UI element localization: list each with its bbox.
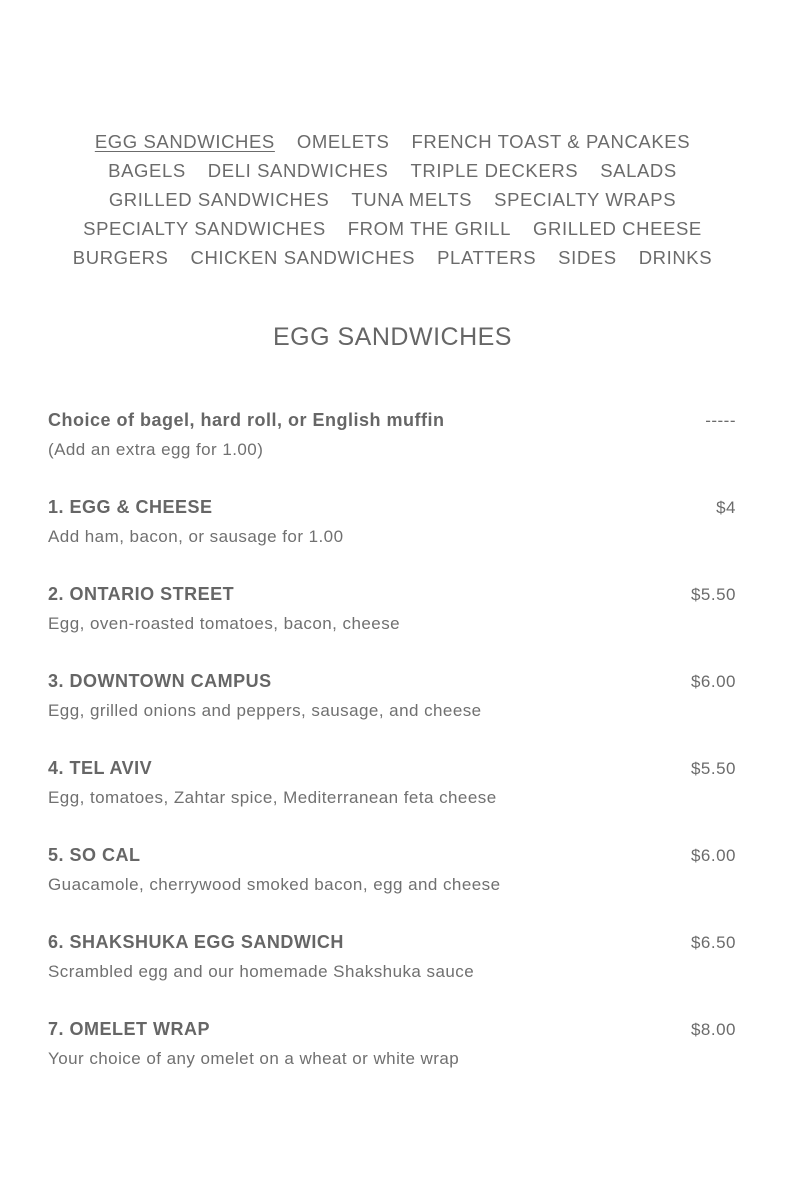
nav-link-burgers[interactable]: BURGERS	[72, 247, 169, 268]
section-title: EGG SANDWICHES	[273, 323, 512, 351]
menu-item-header	[48, 493, 736, 522]
menu-item-name: 5. SO CAL	[48, 845, 141, 865]
nav-link-bagels[interactable]: BAGELS	[108, 160, 186, 181]
nav-link-salads[interactable]: SALADS	[600, 160, 677, 181]
nav-link-drinks[interactable]: DRINKS	[638, 247, 713, 268]
nav-link-platters[interactable]: PLATTERS	[437, 247, 537, 268]
menu-item-name: 6. SHAKSHUKA EGG SANDWICH	[48, 932, 344, 952]
menu-item-name: 4. TEL AVIV	[48, 758, 153, 778]
menu-item-price: $5.50	[690, 585, 736, 604]
nav-row	[0, 214, 785, 243]
menu-item-name: 3. DOWNTOWN CAMPUS	[48, 671, 272, 691]
menu-item-header	[48, 841, 736, 870]
nav-link-specialty-wraps[interactable]: SPECIALTY WRAPS	[494, 189, 677, 210]
nav-link-specialty-sandwiches[interactable]: SPECIALTY SANDWICHES	[83, 218, 326, 239]
menu-item-header	[48, 406, 736, 435]
menu-item-price: $5.50	[690, 759, 736, 778]
menu-item-name: 2. ONTARIO STREET	[48, 584, 235, 604]
menu-item	[48, 493, 736, 580]
menu-item-description: Guacamole, cherrywood smoked bacon, egg and cheese	[48, 875, 501, 894]
menu-item-header	[48, 754, 736, 783]
menu-item	[48, 667, 736, 754]
menu-item-price: $6.50	[690, 933, 736, 952]
nav-link-grilled-cheese[interactable]: GRILLED CHEESE	[533, 218, 702, 239]
menu-item-price: $6.00	[690, 846, 736, 865]
menu-item-description: Egg, grilled onions and peppers, sausage, and cheese	[48, 701, 482, 720]
nav-link-tuna-melts[interactable]: TUNA MELTS	[351, 189, 473, 210]
menu-item-description: Egg, oven-roasted tomatoes, bacon, cheese	[48, 614, 401, 633]
category-nav	[0, 127, 785, 272]
nav-link-french-toast-pancakes[interactable]: FRENCH TOAST & PANCAKES	[411, 131, 691, 152]
nav-link-omelets[interactable]: OMELETS	[296, 131, 390, 152]
nav-row	[0, 243, 785, 272]
nav-link-triple-deckers[interactable]: TRIPLE DECKERS	[410, 160, 579, 181]
menu-item	[48, 928, 736, 1015]
menu-item-description: Egg, tomatoes, Zahtar spice, Mediterranean feta cheese	[48, 788, 497, 807]
nav-link-deli-sandwiches[interactable]: DELI SANDWICHES	[207, 160, 389, 181]
menu-item	[48, 406, 736, 493]
menu-item-name: 7. OMELET WRAP	[48, 1019, 211, 1039]
nav-link-sides[interactable]: SIDES	[558, 247, 617, 268]
nav-link-from-the-grill[interactable]: FROM THE GRILL	[347, 218, 512, 239]
menu-item-header	[48, 580, 736, 609]
menu-item-price: -----	[705, 411, 736, 430]
menu-item-header	[48, 667, 736, 696]
menu-item-description: Scrambled egg and our homemade Shakshuka sauce	[48, 962, 475, 981]
menu-item-list	[48, 406, 736, 1102]
nav-link-egg-sandwiches[interactable]: EGG SANDWICHES	[94, 131, 275, 152]
menu-item	[48, 1015, 736, 1102]
menu-item-price: $6.00	[690, 672, 736, 691]
nav-row	[0, 185, 785, 214]
menu-item-description: Your choice of any omelet on a wheat or white wrap	[48, 1049, 460, 1068]
nav-row	[0, 156, 785, 185]
nav-link-chicken-sandwiches[interactable]: CHICKEN SANDWICHES	[190, 247, 416, 268]
menu-item-price: $4	[716, 498, 736, 517]
nav-link-grilled-sandwiches[interactable]: GRILLED SANDWICHES	[108, 189, 330, 210]
menu-item-header	[48, 928, 736, 957]
menu-item	[48, 841, 736, 928]
menu-item-description: (Add an extra egg for 1.00)	[48, 440, 264, 459]
nav-row	[0, 127, 785, 156]
menu-item-header	[48, 1015, 736, 1044]
menu-item	[48, 580, 736, 667]
menu-item-price: $8.00	[690, 1020, 736, 1039]
menu-item	[48, 754, 736, 841]
menu-item-name: Choice of bagel, hard roll, or English muffin	[48, 410, 445, 430]
menu-item-name: 1. EGG & CHEESE	[48, 497, 213, 517]
menu-item-description: Add ham, bacon, or sausage for 1.00	[48, 527, 344, 546]
